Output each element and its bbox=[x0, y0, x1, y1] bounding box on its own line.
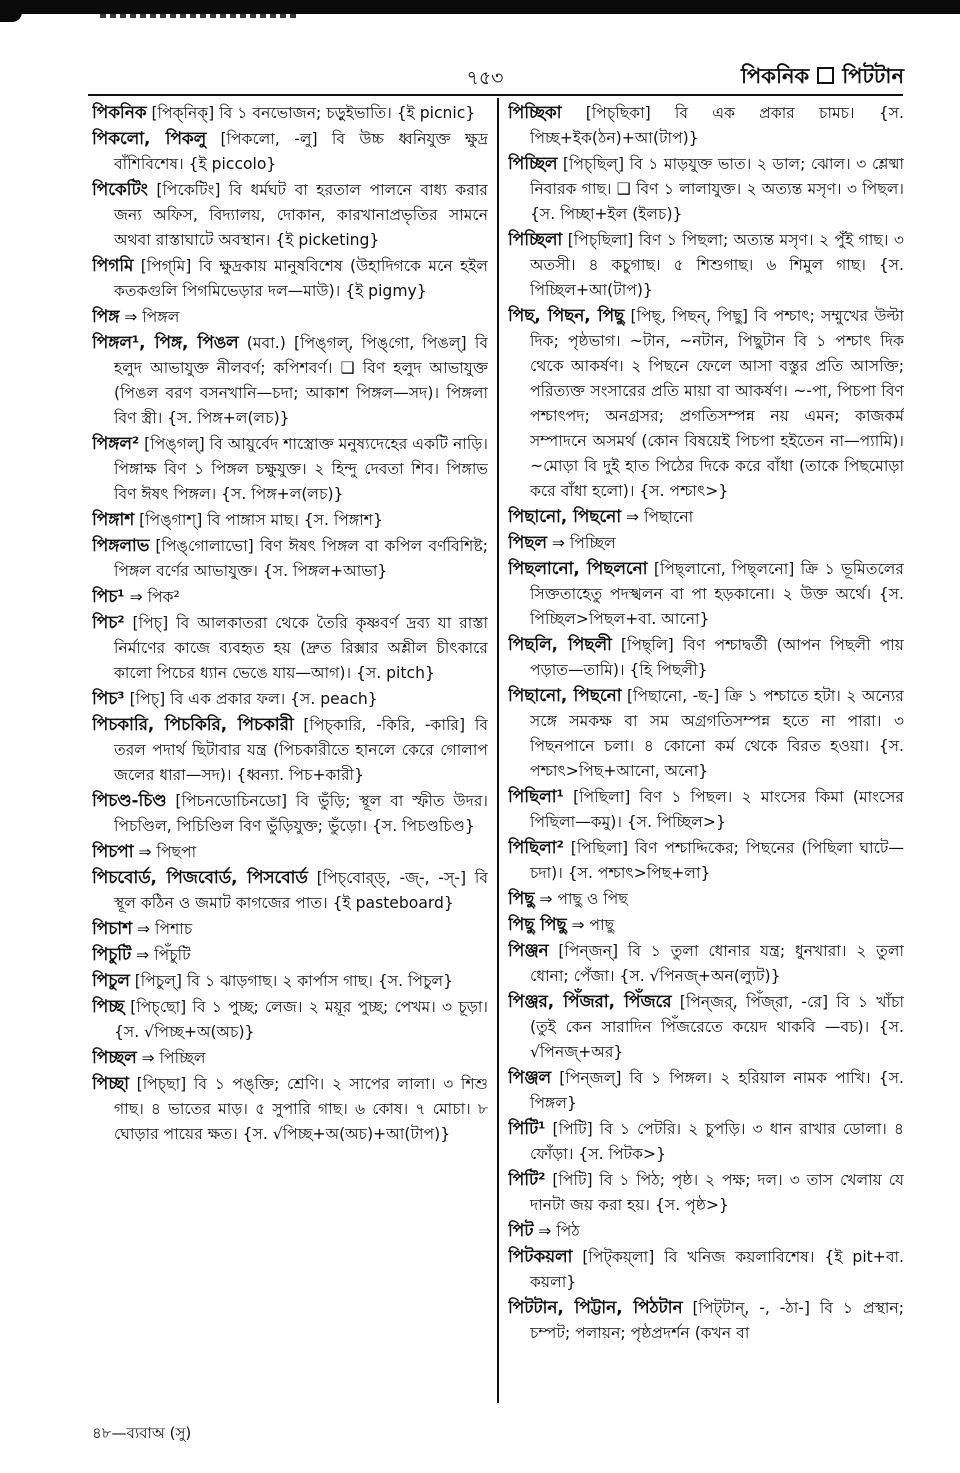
entry-definition: [পিচ্] বি এক প্রকার ফল। {স. peach} bbox=[124, 690, 378, 708]
entry-definition: [পিচ্‌ছিলা] বিণ ১ পিছলা; অত্যন্ত মসৃণ। ২ পুঁই গাছ। ৩ অতসী। ৪ কচুগাছ। ৫ শিশুগাছ। ৬ শিমুল গাছ। {স. পিচ্ছিল+আ(টাপ)} bbox=[530, 231, 904, 299]
dictionary-entry bbox=[92, 942, 488, 968]
headword: পিটকয়লা bbox=[508, 1246, 573, 1266]
entry-definition: ⇒ পাছু ও পিছ bbox=[534, 890, 628, 908]
dictionary-entry bbox=[92, 126, 488, 177]
dictionary-entry bbox=[508, 504, 904, 530]
dictionary-entry bbox=[92, 610, 488, 686]
top-scan-notch bbox=[0, 0, 22, 22]
headword: পিকলো, পিকলু bbox=[92, 128, 207, 148]
dictionary-entry bbox=[92, 100, 488, 126]
headword: পিছলানো, পিছলনো bbox=[508, 558, 648, 578]
entry-definition: [পিছ্, পিছন্, পিছু] বি পশ্চাৎ; সম্মুখের উল্টা দিক; পৃষ্ঠভাগ। ~টান, ~নটান, পিছুটান বি ১ পশ্চাৎ দিক থেকে আকর্ষণ। ২ পিছনে ফেলে আসা বস্তুর প্রতি আসক্তি; পরিত্যক্ত সংসারের প্রতি মায়া বা আকর্ষণ। ~-পা, পিচপা বিণ পশ্চাৎপদ; অনগ্রসর; প্রগতিসম্পন্ন নয় এমন; কাজকর্ম সম্পাদনে অসমর্থ (কোন বিষয়েই পিচপা হইতেন না—প্যামি)। ~মোড়া বি দুই হাত পিঠের দিকে করে বাঁধা (তাকে পিছমোড়া করে বাঁধা হলো)। {স. পশ্চাৎ>} bbox=[530, 307, 904, 500]
headword: পিছিলা² bbox=[508, 837, 564, 857]
headword: পিছ, পিছন, পিছু bbox=[508, 305, 625, 325]
dictionary-entry bbox=[508, 227, 904, 303]
entry-definition: [পিক্‌নিক্] বি ১ বনভোজন; চড়ুইভাতি। {ই picnic} bbox=[146, 104, 476, 122]
dictionary-entry bbox=[508, 835, 904, 886]
headword: পিছলি, পিছলী bbox=[508, 634, 612, 654]
headword: পিছু পিছু bbox=[508, 914, 567, 934]
top-scan-artifact bbox=[100, 14, 300, 18]
entry-definition: [পিছ্‌লানো, পিছ্‌লনো] ক্রি ১ ভূমিতলের সিক্ততাহেতু পদস্খলন বা পা হড়কানো। ২ উক্ত অর্থে। {স. পিচ্ছিল>পিছল+বা. আনো} bbox=[530, 560, 904, 628]
dictionary-entry bbox=[92, 968, 488, 994]
headword: পিকনিক bbox=[92, 102, 147, 122]
running-head bbox=[741, 60, 904, 95]
entry-definition: ⇒ পিচ্ছিল bbox=[136, 1049, 206, 1067]
entry-definition: ⇒ পিছানো bbox=[621, 508, 694, 526]
entry-definition: [পিছানো, -ছ-] ক্রি ১ পশ্চাতে হটা। ২ অন্যের সঙ্গে সমকক্ষ বা সম অগ্রগতিসম্পন্ন হতে না পারা। ৩ পিছনপানে চলা। ৪ কোনো কর্ম থেকে বিরত হওয়া। {স. পশ্চাৎ>পিছ+আনো, অনো} bbox=[530, 687, 904, 780]
dictionary-entry bbox=[508, 683, 904, 784]
headword: পিটি² bbox=[508, 1169, 546, 1189]
entry-definition: [পিঙ্‌গাশ্] বি পাঙ্গাস মাছ। {স. পিঙ্গাশ} bbox=[134, 511, 383, 529]
headword: পিচকারি, পিচকিরি, পিচকারী bbox=[92, 714, 294, 734]
entry-definition: [পিন্‌জন্] বি ১ তুলা ধোনার যন্ত্র; ধুনখারা। ২ তুলা ধোনা; পেঁজা। {স. √পিনজ্+অন(ল্যুট)} bbox=[530, 942, 904, 985]
headword: পিচ্ছ bbox=[92, 996, 125, 1016]
entry-definition: [পিচুল্] বি ১ ঝাড়গাছ। ২ কার্পাস গাছ। {স. পিচুল} bbox=[129, 972, 454, 990]
dictionary-entry bbox=[508, 1218, 904, 1244]
dictionary-entry bbox=[508, 632, 904, 683]
headword: পিচ্ছিকা bbox=[508, 102, 562, 122]
headword: পিচাশ bbox=[92, 918, 133, 938]
footer-signature: ৪৮—ব্যবাঅ (সু) bbox=[92, 1424, 192, 1442]
entry-definition: [পিট্‌টান্, -, -ঠা-] বি ১ প্রস্থান; চম্পট; পলায়ন; পৃষ্ঠপ্রদর্শন (কখন বা bbox=[530, 1299, 904, 1342]
entry-definition: [পিছিলা] বিণ পশ্চাদ্দিকের; পিছনের (পিছিলা ঘাটে—চদা)। {স. পশ্চাৎ>পিছ+লা} bbox=[530, 839, 904, 882]
dictionary-entry bbox=[508, 151, 904, 227]
headword: পিচ্ছল bbox=[92, 1047, 137, 1067]
entry-definition: [পিচ্‌কারি, -কিরি, -কারি] বি তরল পদার্থ ছিটাবার যন্ত্র (পিচকারীতে হানলে কেরে গোলাপ জলের ধারা—সদ)। {ধ্বন্যা. পিচ+কারী} bbox=[114, 716, 488, 784]
headword: পিচণ্ড-চিণ্ড bbox=[92, 790, 167, 810]
headword: পিছিলা¹ bbox=[508, 786, 564, 806]
dictionary-entry bbox=[92, 584, 488, 610]
dictionary-entry bbox=[92, 686, 488, 712]
entry-definition: ⇒ পিঙ্গল bbox=[119, 308, 180, 326]
entry-definition: [পিন্‌জর্, পিঁজ্‌রা, -রে] বি ১ খাঁচা (তুই কেন সারাদিন পিঁজরেতে কয়েদ থাকবি —বচ)। {স. √পিনজ্+অর} bbox=[530, 993, 904, 1061]
dictionary-entry bbox=[92, 1045, 488, 1071]
dictionary-entry bbox=[508, 1065, 904, 1116]
headword: পিছানো, পিছনো bbox=[508, 506, 622, 526]
headword: পিটটান, পিট্টান, পিঠটান bbox=[508, 1297, 683, 1317]
entry-definition: [পিচ্‌বোর্‌ড্, -জ্-, -স্-] বি স্থূল কঠিন ও জমাট কাগজের পাত। {ই pasteboard} bbox=[114, 869, 488, 912]
dictionary-entry bbox=[92, 304, 488, 330]
headword: পিচবোর্ড, পিজবোর্ড, পিসবোর্ড bbox=[92, 867, 308, 887]
headword: পিচ্ছা bbox=[92, 1073, 129, 1093]
dictionary-entry bbox=[508, 1244, 904, 1295]
headword: পিঞ্জর, পিঁজরা, পিঁজরে bbox=[508, 991, 672, 1011]
entry-definition: [পিন্‌জল্] বি ১ পিঙ্গল। ২ হরিয়াল নামক পাখি। {স. পিঙ্গল} bbox=[530, 1069, 904, 1112]
headword: পিচ্ছিল bbox=[508, 153, 558, 173]
headword: পিগমি bbox=[92, 255, 134, 275]
headword: পিট bbox=[508, 1220, 534, 1240]
entry-definition: [পিঙ্‌গোলাভো] বিণ ঈষৎ পিঙ্গল বা কপিল বর্ণবিশিষ্ট; পিঙ্গল বর্ণের আভাযুক্ত। {স. পিঙ্গল+আভা} bbox=[114, 537, 488, 580]
headword: পিঙ্গল¹, পিঙ্গ, পিঙল bbox=[92, 332, 239, 352]
dictionary-entry bbox=[92, 1071, 488, 1147]
dictionary-entry bbox=[508, 303, 904, 504]
left-column bbox=[92, 100, 488, 1405]
right-column bbox=[508, 100, 904, 1405]
dictionary-entry bbox=[508, 1167, 904, 1218]
headword: পিঞ্জন bbox=[508, 940, 549, 960]
entry-definition: [পিগ্‌মি] বি ক্ষুদ্রকায় মানুষবিশেষ (উহাদিগকে মনে হইল কতকগুলি পিগমিভেড়ার দল—মাউ)। {ই pigmy} bbox=[114, 257, 488, 300]
entry-definition: [পিচ্‌ছা] বি ১ পঙ্‌ক্তি; শ্রেণি। ২ সাপের লালা। ৩ শিশু গাছ। ৪ ভাতের মাড়। ৫ সুপারি গাছ। ৬ কোষ। ৭ মোচা। ৮ ঘোড়ার পায়ের ক্ষত। {স. √পিচ্ছ+অ(অচ)+আ(টাপ)} bbox=[114, 1075, 488, 1143]
entry-definition: [পিঙ্‌গল্] বি আয়ুর্বেদ শাস্ত্রোক্ত মনুষ্যদেহের একটি নাড়ি। পিঙ্গাক্ষ বিণ ১ পিঙ্গল চক্ষুযুক্ত। ২ হিন্দু দেবতা শিব। পিঙ্গাভ বিণ ঈষৎ পিঙ্গল। {স. পিঙ্গ+ল(লচ)} bbox=[114, 435, 488, 503]
entry-definition: ⇒ পিছপা bbox=[133, 843, 197, 861]
dictionary-entry bbox=[508, 530, 904, 556]
headword: পিচ্ছিলা bbox=[508, 229, 563, 249]
dictionary-entry bbox=[92, 994, 488, 1045]
entry-definition: [পিচ্‌ছো] বি ১ পুচ্ছ; লেজ। ২ ময়ূর পুচ্ছ; পেখম। ৩ চূড়া। {স. √পিচ্ছ+অ(অচ)} bbox=[114, 998, 488, 1041]
dictionary-entry bbox=[92, 507, 488, 533]
entry-definition: [পিকলো, -লু] বি উচ্চ ধ্বনিযুক্ত ক্ষুদ্র বাঁশিবিশেষ। {ই piccolo} bbox=[114, 130, 488, 173]
dictionary-entry bbox=[508, 1295, 904, 1346]
dictionary-entry bbox=[92, 177, 488, 253]
dictionary-entry bbox=[508, 100, 904, 151]
entry-definition: ⇒ পিশাচ bbox=[132, 920, 193, 938]
entry-definition: ⇒ পাছু bbox=[566, 916, 615, 934]
dictionary-entry bbox=[508, 938, 904, 989]
entry-definition: [পিটি] বি ১ পিঠ; পৃষ্ঠ। ২ পক্ষ; দল। ৩ তাস খেলায় যে দানটা জয় করা হয়। {স. পৃষ্ঠ>} bbox=[530, 1171, 904, 1214]
column-divider bbox=[497, 98, 499, 1403]
entry-definition: [পিচনডোচিনডো] বি ভুঁড়ি; স্থূল বা স্ফীত উদর। পিচণ্ডিল, পিচিণ্ডিল বিণ ভুঁড়িযুক্ত; ভুঁড়ো। {স. পিচণ্ডচিণ্ড} bbox=[114, 792, 488, 835]
box-separator-icon bbox=[817, 67, 834, 84]
entry-definition: [পিট্‌কয়্‌লা] বি খনিজ কয়লাবিশেষ। {ই pit+বা. কয়লা} bbox=[530, 1248, 904, 1291]
dictionary-entry bbox=[92, 916, 488, 942]
entry-definition: [পিটি] বি ১ পেটরি। ২ চুপড়ি। ৩ ধান রাখার ডোলা। ৪ ফোঁড়া। {স. পিটক>} bbox=[530, 1120, 904, 1163]
dictionary-entry bbox=[92, 253, 488, 304]
dictionary-entry bbox=[508, 886, 904, 912]
headword: পিচুটি bbox=[92, 944, 132, 964]
entry-definition: [পিচ্] বি আলকাতরা থেকে তৈরি কৃষ্ণবর্ণ দ্রব্য যা রাস্তা নির্মাণের কাজে ব্যবহৃত হয় (দ্রুত রিক্সার অশ্লীল চীৎকারে কালো পিচের ধ্যান ভেঙে যায়—আগ)। {স. pitch} bbox=[114, 614, 488, 682]
dictionary-entry bbox=[508, 989, 904, 1065]
headword: পিঙ্গাশ bbox=[92, 509, 135, 529]
dictionary-entry bbox=[92, 788, 488, 839]
headword: পিছানো, পিছনো bbox=[508, 685, 622, 705]
headword: পিচপা bbox=[92, 841, 134, 861]
headword: পিটি¹ bbox=[508, 1118, 546, 1138]
header-rule bbox=[88, 94, 903, 96]
entry-definition: ⇒ পিচ্ছিল bbox=[546, 534, 616, 552]
headword: পিছু bbox=[508, 888, 535, 908]
entry-definition: [পিছ্‌লি] বিণ পশ্চাদ্বর্তী (আপন পিছলী পায় পড়াত—তামি)। {হি পিছলী} bbox=[530, 636, 904, 679]
dictionary-entry bbox=[508, 556, 904, 632]
headword: পিকেটিং bbox=[92, 179, 148, 199]
headword: পিছল bbox=[508, 532, 547, 552]
headword: পিচ¹ bbox=[92, 586, 125, 606]
dictionary-entry bbox=[92, 712, 488, 788]
dictionary-entry bbox=[508, 784, 904, 835]
dictionary-entry bbox=[92, 431, 488, 507]
dictionary-entry bbox=[92, 330, 488, 431]
entry-definition: [পিচ্‌ছিল্] বি ১ মাড়যুক্ত ভাত। ২ ডাল; ঝোল। ৩ শ্লেষ্মা নিবারক গাছ। ❑ বিণ ১ লালাযুক্ত। ২ অত্যন্ত মসৃণ। ৩ পিছল। {স. পিচ্ছা+ইল (ইলচ)} bbox=[530, 155, 904, 223]
headword: পিঙ্গলাভ bbox=[92, 535, 150, 555]
headword: পিচ² bbox=[92, 612, 125, 632]
dictionary-entry bbox=[508, 1116, 904, 1167]
entry-definition: ⇒ পিক² bbox=[124, 588, 180, 606]
headword: পিঙ্গ bbox=[92, 306, 120, 326]
dictionary-entry bbox=[92, 533, 488, 584]
dictionary-entry bbox=[92, 865, 488, 916]
page-number: ৭৫৩ bbox=[466, 67, 504, 89]
dictionary-entry bbox=[92, 839, 488, 865]
headword: পিচুল bbox=[92, 970, 130, 990]
top-scan-band bbox=[0, 0, 960, 14]
entry-definition: [পিচ্‌ছিকা] বি এক প্রকার চামচ। {স. পিচ্ছ+ইক(ঠন)+আ(টাপ)} bbox=[530, 104, 904, 147]
entry-definition: [পিকেটিং] বি ধর্মঘট বা হরতাল পালনে বাধ্য করার জন্য অফিস, বিদ্যালয়, দোকান, কারখানাপ্রভৃতির সামনে অথবা রাস্তাঘাটে অবস্থান। {ই picketing} bbox=[114, 181, 488, 249]
entry-definition: (মবা.) [পিঙ্‌গল্, পিঙ্‌গো, পিঙল্] বি হলুদ আভাযুক্ত নীলবর্ণ; কপিশবর্ণ। ❑ বিণ হলুদ আভাযুক্ত (পিঙল বরণ বসনখানি—চদা; আকাশ পিঙ্গল—সদ)। পিঙ্গলা বিণ স্ত্রী। {স. পিঙ্গ+ল(লচ)} bbox=[114, 334, 488, 427]
headword: পিঙ্গল² bbox=[92, 433, 140, 453]
entry-definition: ⇒ পিঁচুটি bbox=[131, 946, 191, 964]
entry-definition: ⇒ পিঠ bbox=[533, 1222, 580, 1240]
headword: পিঞ্জল bbox=[508, 1067, 552, 1087]
guide-word-last: পিটটান bbox=[842, 64, 904, 88]
dictionary-entry bbox=[508, 912, 904, 938]
headword: পিচ³ bbox=[92, 688, 125, 708]
entry-definition: [পিছিলা] বিণ ১ পিছল। ২ মাংসের কিমা (মাংসের পিছিলা—কমু)। {স. পিচ্ছিল>} bbox=[530, 788, 904, 831]
guide-word-first: পিকনিক bbox=[741, 64, 810, 88]
